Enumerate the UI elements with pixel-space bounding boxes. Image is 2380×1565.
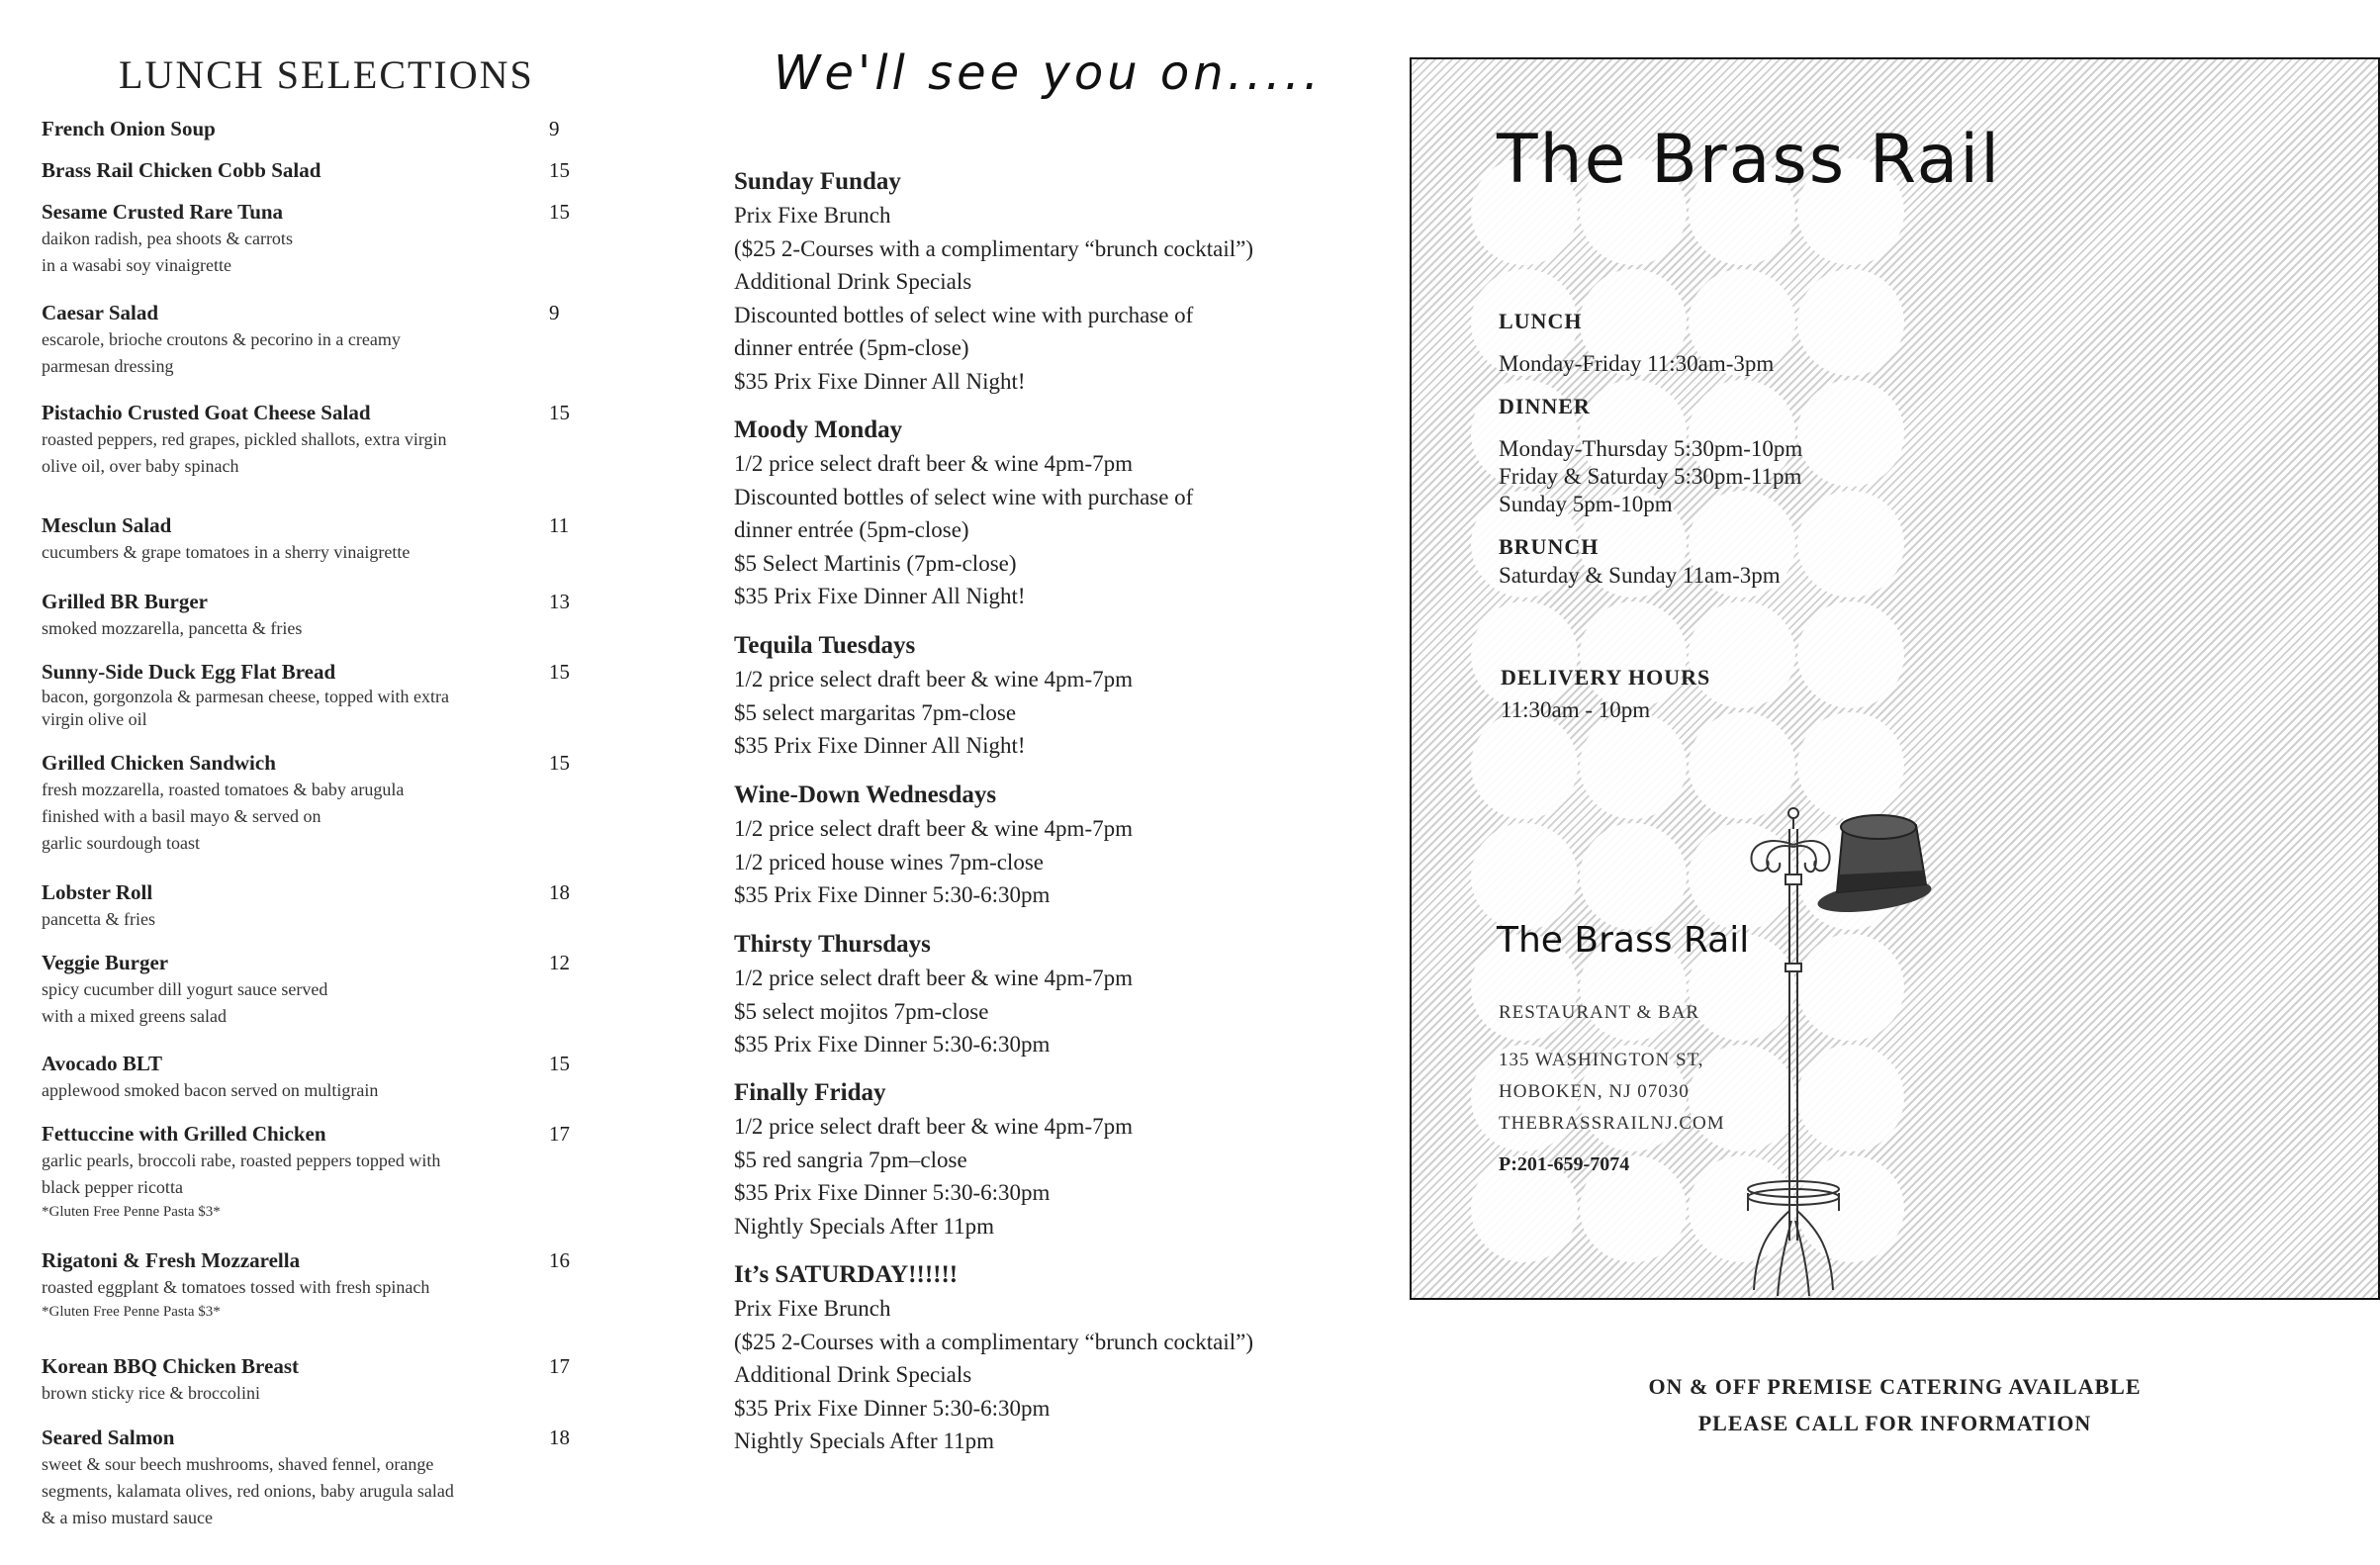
menu-item <box>42 157 595 184</box>
item-description: black pepper ricotta <box>42 1177 183 1197</box>
special-line: Additional Drink Specials <box>734 1362 972 1387</box>
gluten-free-note: *Gluten Free Penne Pasta $3* <box>42 1304 221 1320</box>
item-price: 18 <box>549 1426 570 1449</box>
item-description: applewood smoked bacon served on multigrain <box>42 1080 379 1100</box>
special-line: 1/2 price select draft beer & wine 4pm-7pm <box>734 667 1133 691</box>
item-description: roasted peppers, red grapes, pickled shallots, extra virgin <box>42 429 447 449</box>
catering-line: ON & OFF PREMISE CATERING AVAILABLE <box>1648 1374 2142 1399</box>
address-city: HOBOKEN, NJ 07030 <box>1499 1081 1690 1102</box>
special-line: $35 Prix Fixe Dinner 5:30-6:30pm <box>734 882 1051 907</box>
item-description: roasted eggplant & tomatoes tossed with fresh spinach <box>42 1277 430 1297</box>
special-line: $5 red sangria 7pm–close <box>734 1147 967 1172</box>
item-name: Avocado BLT <box>42 1052 162 1075</box>
item-description: bacon, gorgonzola & parmesan cheese, topped with extra <box>42 687 450 706</box>
special-line: 1/2 price select draft beer & wine 4pm-7pm <box>734 966 1133 990</box>
special-line: $5 Select Martinis (7pm-close) <box>734 550 1017 576</box>
decorative-circle <box>1580 712 1687 819</box>
brand-logo-title: The Brass Rail <box>1497 121 2002 199</box>
menu-item <box>42 879 595 933</box>
item-name: Rigatoni & Fresh Mozzarella <box>42 1248 301 1272</box>
item-description: parmesan dressing <box>42 356 174 376</box>
dinner-hours-label: DINNER <box>1499 394 1591 418</box>
special-line: Discounted bottles of select wine with purchase of <box>734 302 1194 327</box>
item-description: smoked mozzarella, pancetta & fries <box>42 618 303 638</box>
item-description: cucumbers & grape tomatoes in a sherry vinaigrette <box>42 542 411 562</box>
item-description: finished with a basil mayo & served on <box>42 806 321 826</box>
item-name: Caesar Salad <box>42 301 159 324</box>
item-description: garlic sourdough toast <box>42 833 200 853</box>
special-line: Prix Fixe Brunch <box>734 203 891 228</box>
menu-item <box>42 300 595 380</box>
day-special-block <box>734 1076 1327 1243</box>
decorative-circle <box>1797 712 1904 819</box>
item-price: 17 <box>549 1354 570 1378</box>
day-name: Finally Friday <box>734 1079 886 1106</box>
day-special-block <box>734 928 1327 1061</box>
item-price: 15 <box>549 158 570 182</box>
special-line: Nightly Specials After 11pm <box>734 1213 994 1239</box>
special-line: ($25 2-Courses with a complimentary “brunch cocktail”) <box>734 235 1254 261</box>
brunch-hours: Saturday & Sunday 11am-3pm <box>1499 563 1781 588</box>
decorative-circle <box>1797 269 1904 376</box>
special-line: dinner entrée (5pm-close) <box>734 517 969 542</box>
day-name: Sunday Funday <box>734 168 901 195</box>
brand-logo-small: The Brass Rail <box>1497 920 1750 961</box>
item-price: 13 <box>549 590 570 613</box>
decorative-circle <box>1797 601 1904 708</box>
item-name: French Onion Soup <box>42 117 216 140</box>
menu-item <box>42 589 595 642</box>
item-price: 11 <box>549 513 570 537</box>
item-name: Grilled Chicken Sandwich <box>42 751 276 775</box>
menu-item <box>42 1051 595 1104</box>
item-name: Lobster Roll <box>42 880 153 904</box>
item-price: 9 <box>549 301 560 324</box>
item-price: 17 <box>549 1122 570 1146</box>
lunch-hours-label: LUNCH <box>1499 309 1583 333</box>
decorative-circle <box>1689 712 1795 819</box>
special-line: $35 Prix Fixe Dinner 5:30-6:30pm <box>734 1395 1051 1421</box>
special-line: Discounted bottles of select wine with purchase of <box>734 484 1194 509</box>
address-street: 135 WASHINGTON ST, <box>1499 1050 1704 1070</box>
item-name: Korean BBQ Chicken Breast <box>42 1354 299 1378</box>
special-line: 1/2 priced house wines 7pm-close <box>734 849 1044 875</box>
day-name: Tequila Tuesdays <box>734 632 916 659</box>
day-name: Thirsty Thursdays <box>734 931 931 958</box>
menu-item <box>42 1121 595 1223</box>
decorative-circle <box>1471 712 1578 819</box>
item-name: Fettuccine with Grilled Chicken <box>42 1122 326 1146</box>
special-line: Additional Drink Specials <box>734 269 972 294</box>
special-line: 1/2 price select draft beer & wine 4pm-7pm <box>734 451 1133 476</box>
item-price: 15 <box>549 660 570 684</box>
decorative-circle <box>1797 491 1904 598</box>
item-price: 9 <box>549 117 560 140</box>
item-description: & a miso mustard sauce <box>42 1508 213 1527</box>
lunch-hours: Monday-Friday 11:30am-3pm <box>1499 351 1775 376</box>
item-description: sweet & sour beech mushrooms, shaved fennel, orange <box>42 1454 434 1474</box>
special-line: ($25 2-Courses with a complimentary “brunch cocktail”) <box>734 1329 1254 1354</box>
special-line: $35 Prix Fixe Dinner 5:30-6:30pm <box>734 1032 1051 1057</box>
item-description: in a wasabi soy vinaigrette <box>42 255 231 275</box>
top-hat-icon <box>1816 815 1934 918</box>
decorative-circle <box>1797 380 1904 487</box>
coat-rack-hat-illustration <box>1728 805 1946 1300</box>
catering-line: PLEASE CALL FOR INFORMATION <box>1697 1411 2092 1435</box>
special-line: Nightly Specials After 11pm <box>734 1428 994 1453</box>
item-name: Sunny-Side Duck Egg Flat Bread <box>42 660 336 684</box>
decorative-circle <box>1471 823 1578 930</box>
item-name: Brass Rail Chicken Cobb Salad <box>42 158 321 182</box>
day-name: It’s SATURDAY!!!!!! <box>734 1261 959 1288</box>
dinner-hours-sunday: Sunday 5pm-10pm <box>1499 492 1673 516</box>
item-description: daikon radish, pea shoots & carrots <box>42 229 293 248</box>
specials-heading: We'll see you on..... <box>774 46 1323 101</box>
decorative-circle <box>1580 601 1687 708</box>
menu-item <box>42 1247 595 1323</box>
special-line: $5 select mojitos 7pm-close <box>734 998 989 1024</box>
item-description: with a mixed greens salad <box>42 1006 227 1026</box>
item-description: virgin olive oil <box>42 709 147 729</box>
item-price: 16 <box>549 1248 570 1272</box>
item-price: 15 <box>549 1052 570 1075</box>
day-special-block <box>734 629 1327 763</box>
special-line: $35 Prix Fixe Dinner All Night! <box>734 733 1026 758</box>
special-line: 1/2 price select draft beer & wine 4pm-7pm <box>734 816 1133 841</box>
menu-item <box>42 1353 595 1407</box>
brunch-hours-label: BRUNCH <box>1499 534 1600 559</box>
item-price: 15 <box>549 200 570 224</box>
tagline: RESTAURANT & BAR <box>1499 1002 1700 1023</box>
day-special-block <box>734 779 1327 912</box>
menu-item <box>42 512 595 566</box>
special-line: dinner entrée (5pm-close) <box>734 335 969 360</box>
special-line: $35 Prix Fixe Dinner 5:30-6:30pm <box>734 1180 1051 1205</box>
item-description: spicy cucumber dill yogurt sauce served <box>42 979 328 999</box>
decorative-circle <box>1689 601 1795 708</box>
item-price: 15 <box>549 751 570 775</box>
decorative-circle <box>1471 601 1578 708</box>
item-price: 15 <box>549 401 570 424</box>
item-price: 12 <box>549 951 570 974</box>
day-name: Wine-Down Wednesdays <box>734 782 997 808</box>
item-name: Grilled BR Burger <box>42 590 208 613</box>
menu-item <box>42 199 595 279</box>
item-name: Pistachio Crusted Goat Cheese Salad <box>42 401 371 424</box>
item-description: escarole, brioche croutons & pecorino in a creamy <box>42 329 401 349</box>
day-special-block <box>734 1258 1327 1458</box>
special-line: $35 Prix Fixe Dinner All Night! <box>734 584 1026 608</box>
item-description: pancetta & fries <box>42 909 155 929</box>
day-special-block <box>734 414 1327 613</box>
day-name: Moody Monday <box>734 416 903 443</box>
special-line: 1/2 price select draft beer & wine 4pm-7pm <box>734 1114 1133 1139</box>
website: THEBRASSRAILNJ.COM <box>1499 1113 1725 1134</box>
menu-item <box>42 950 595 1030</box>
dinner-hours-weekend: Friday & Saturday 5:30pm-11pm <box>1499 464 1802 489</box>
item-description: fresh mozzarella, roasted tomatoes & baby arugula <box>42 780 405 799</box>
gluten-free-note: *Gluten Free Penne Pasta $3* <box>42 1204 221 1220</box>
special-line: Prix Fixe Brunch <box>734 1296 891 1321</box>
day-special-block <box>734 165 1327 398</box>
dinner-hours-weekday: Monday-Thursday 5:30pm-10pm <box>1499 436 1803 461</box>
decorative-circle <box>1580 823 1687 930</box>
item-name: Mesclun Salad <box>42 513 172 537</box>
catering-notice <box>1410 1368 2380 1441</box>
lunch-title: LUNCH SELECTIONS <box>119 52 534 97</box>
info-panel <box>1410 57 2380 1300</box>
menu-item <box>42 1425 595 1531</box>
special-line: $35 Prix Fixe Dinner All Night! <box>734 368 1026 394</box>
delivery-hours: 11:30am - 10pm <box>1501 697 1651 722</box>
item-name: Sesame Crusted Rare Tuna <box>42 200 284 224</box>
item-description: brown sticky rice & broccolini <box>42 1383 260 1403</box>
item-description: olive oil, over baby spinach <box>42 456 239 476</box>
item-description: garlic pearls, broccoli rabe, roasted peppers topped with <box>42 1151 441 1170</box>
item-description: segments, kalamata olives, red onions, baby arugula salad <box>42 1481 454 1501</box>
delivery-hours-label: DELIVERY HOURS <box>1501 665 1711 690</box>
special-line: $5 select margaritas 7pm-close <box>734 699 1017 725</box>
item-name: Veggie Burger <box>42 951 169 974</box>
menu-item <box>42 659 595 731</box>
item-price: 18 <box>549 880 570 904</box>
phone-number: P:201-659-7074 <box>1499 1153 1630 1175</box>
item-name: Seared Salmon <box>42 1426 175 1449</box>
menu-item <box>42 116 595 142</box>
menu-item <box>42 400 595 480</box>
menu-item <box>42 750 595 857</box>
